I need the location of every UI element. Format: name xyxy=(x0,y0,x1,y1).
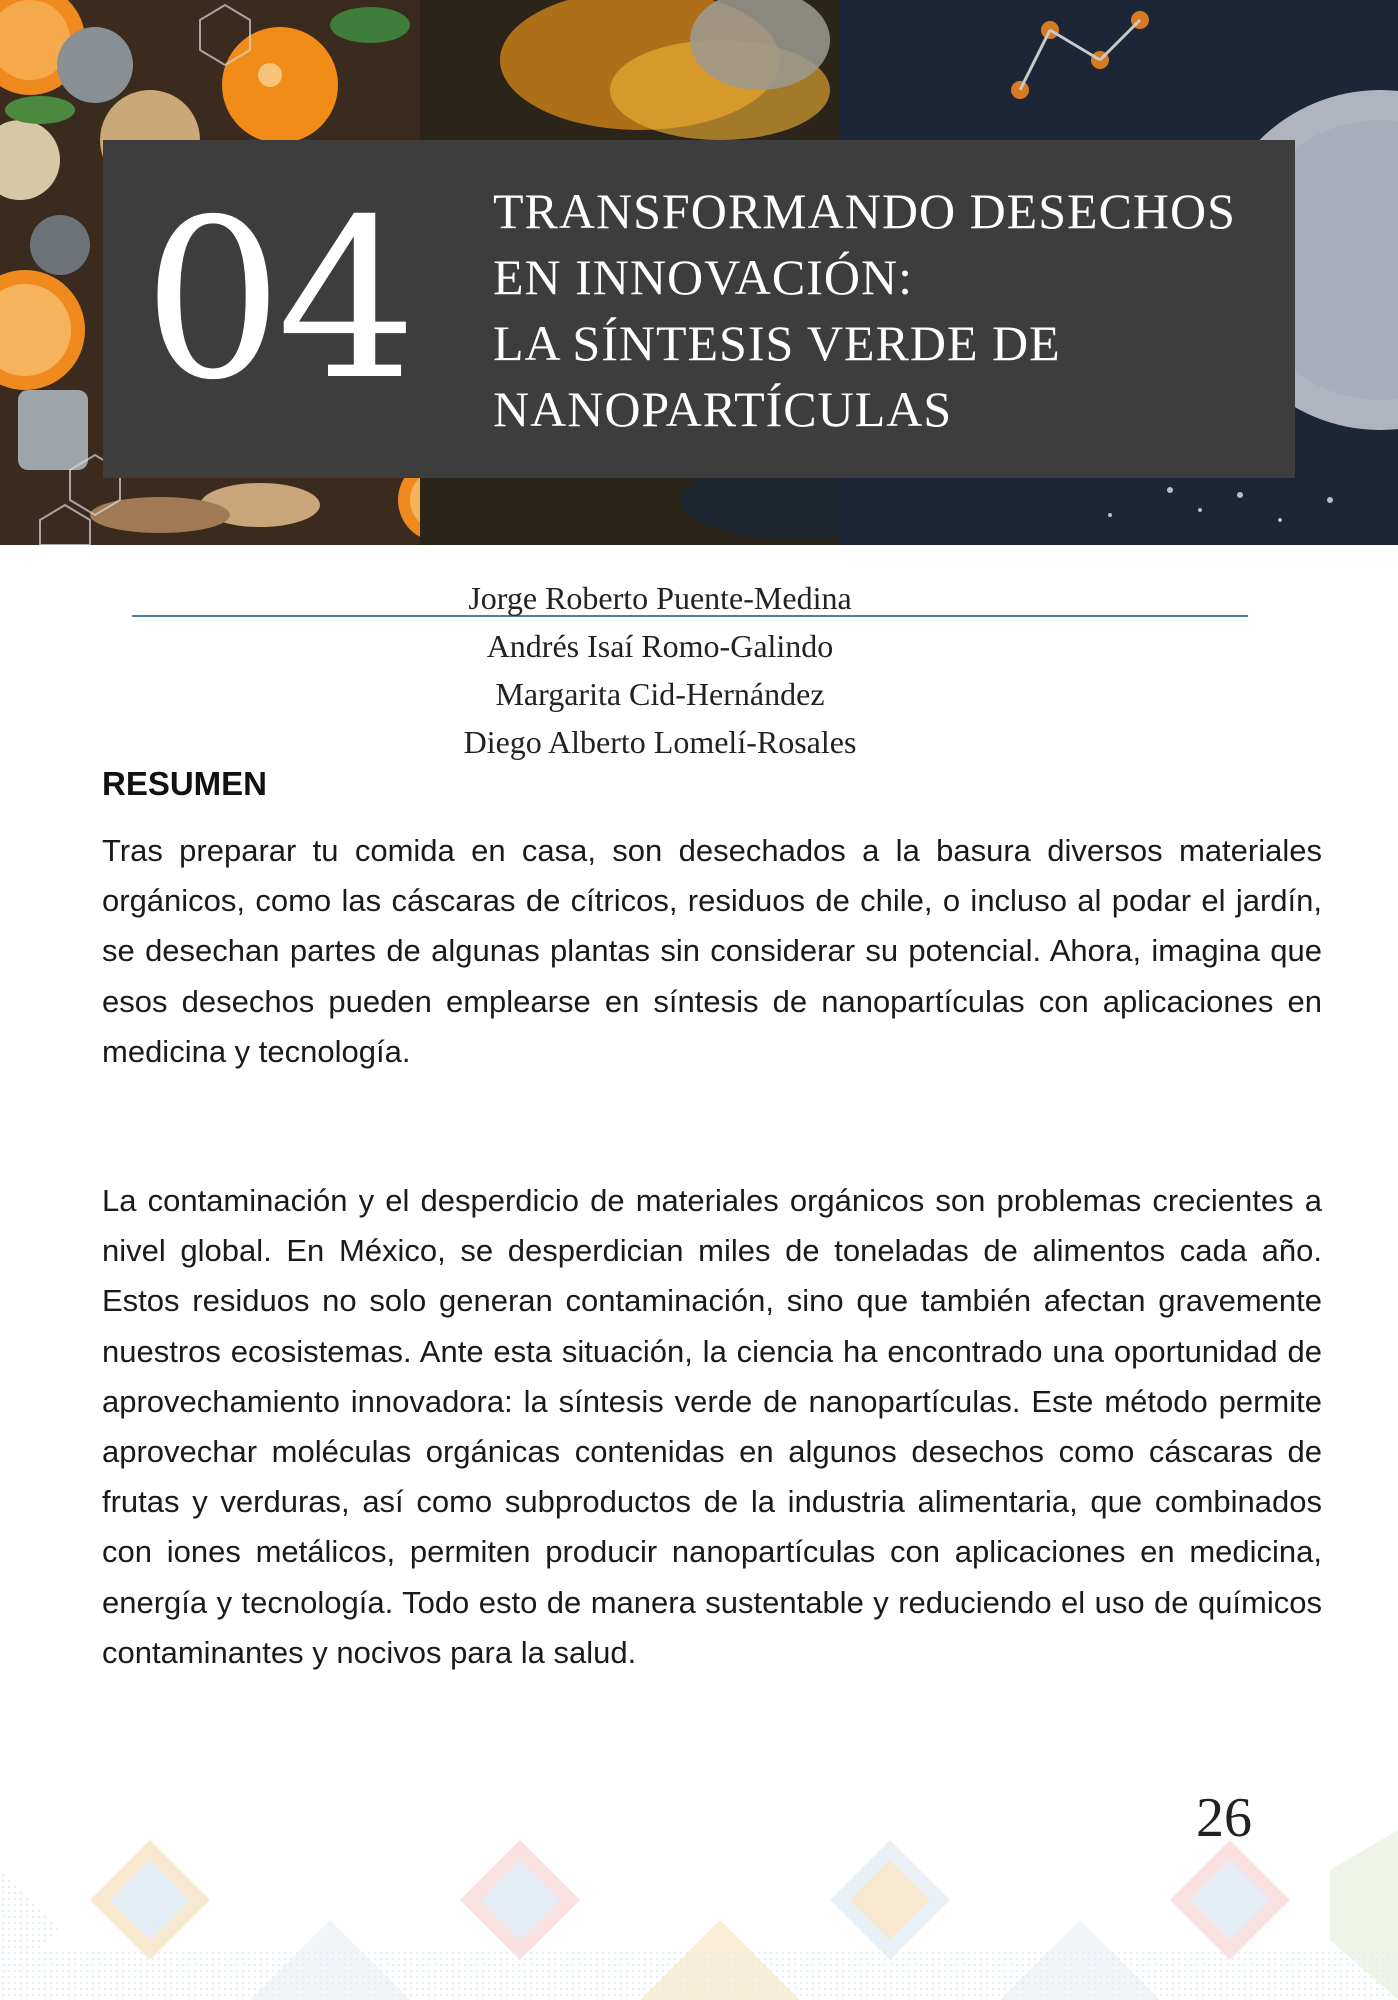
abstract-paragraph: Tras preparar tu comida en casa, son desechados a la basura diversos materiales orgánicos, como las cáscaras de cítricos, residuos de chile, o incluso al podar el jardín, se desechan partes de algunas plantas sin considerar su potencial. Ahora, imagina que esos desechos pueden emplearse en síntesis de nanopartículas con aplicaciones en medicina y tecnología. xyxy=(102,833,1322,1069)
chapter-title-box xyxy=(103,140,1295,478)
author-name: Diego Alberto Lomelí-Rosales xyxy=(463,724,857,760)
author-list xyxy=(300,574,1020,766)
author-name: Jorge Roberto Puente-Medina xyxy=(468,580,852,616)
author-name: Margarita Cid-Hernández xyxy=(495,676,825,712)
chapter-title xyxy=(493,178,1273,442)
abstract-heading: RESUMEN xyxy=(102,765,268,802)
chapter-title-line: TRANSFORMANDO DESECHOS xyxy=(493,183,1236,239)
author-name: Andrés Isaí Romo-Galindo xyxy=(486,628,834,664)
chapter-title-line: LA SÍNTESIS VERDE DE xyxy=(493,315,1061,371)
abstract-paragraph: La contaminación y el desperdicio de materiales orgánicos son problemas crecientes a nivel global. En México, se desperdician miles de toneladas de alimentos cada año. Estos residuos no solo generan contaminación, sino que también afectan gravemente nuestros ecosistemas. Ante esta situación, la ciencia ha encontrado una oportunidad de aprovechamiento innovadora: la síntesis verde de nanopartículas. Este método permite aprovechar moléculas orgánicas contenidas en algunos desechos como cáscaras de frutas y verduras, así como subproductos de la industria alimentaria, que combinados con iones metálicos, permiten producir nanopartículas con aplicaciones en medicina, energía y tecnología. Todo esto de manera sustentable y reduciendo el uso de químicos contaminantes y nocivos para la salud. xyxy=(102,1183,1322,1670)
page-number: 26 xyxy=(1196,1787,1252,1849)
chapter-title-line: EN INNOVACIÓN: xyxy=(493,249,914,305)
footer-pattern xyxy=(0,1830,1398,2000)
chapter-title-line: NANOPARTÍCULAS xyxy=(493,381,953,437)
header-banner xyxy=(0,0,1398,545)
chapter-number: 04 xyxy=(143,172,411,428)
